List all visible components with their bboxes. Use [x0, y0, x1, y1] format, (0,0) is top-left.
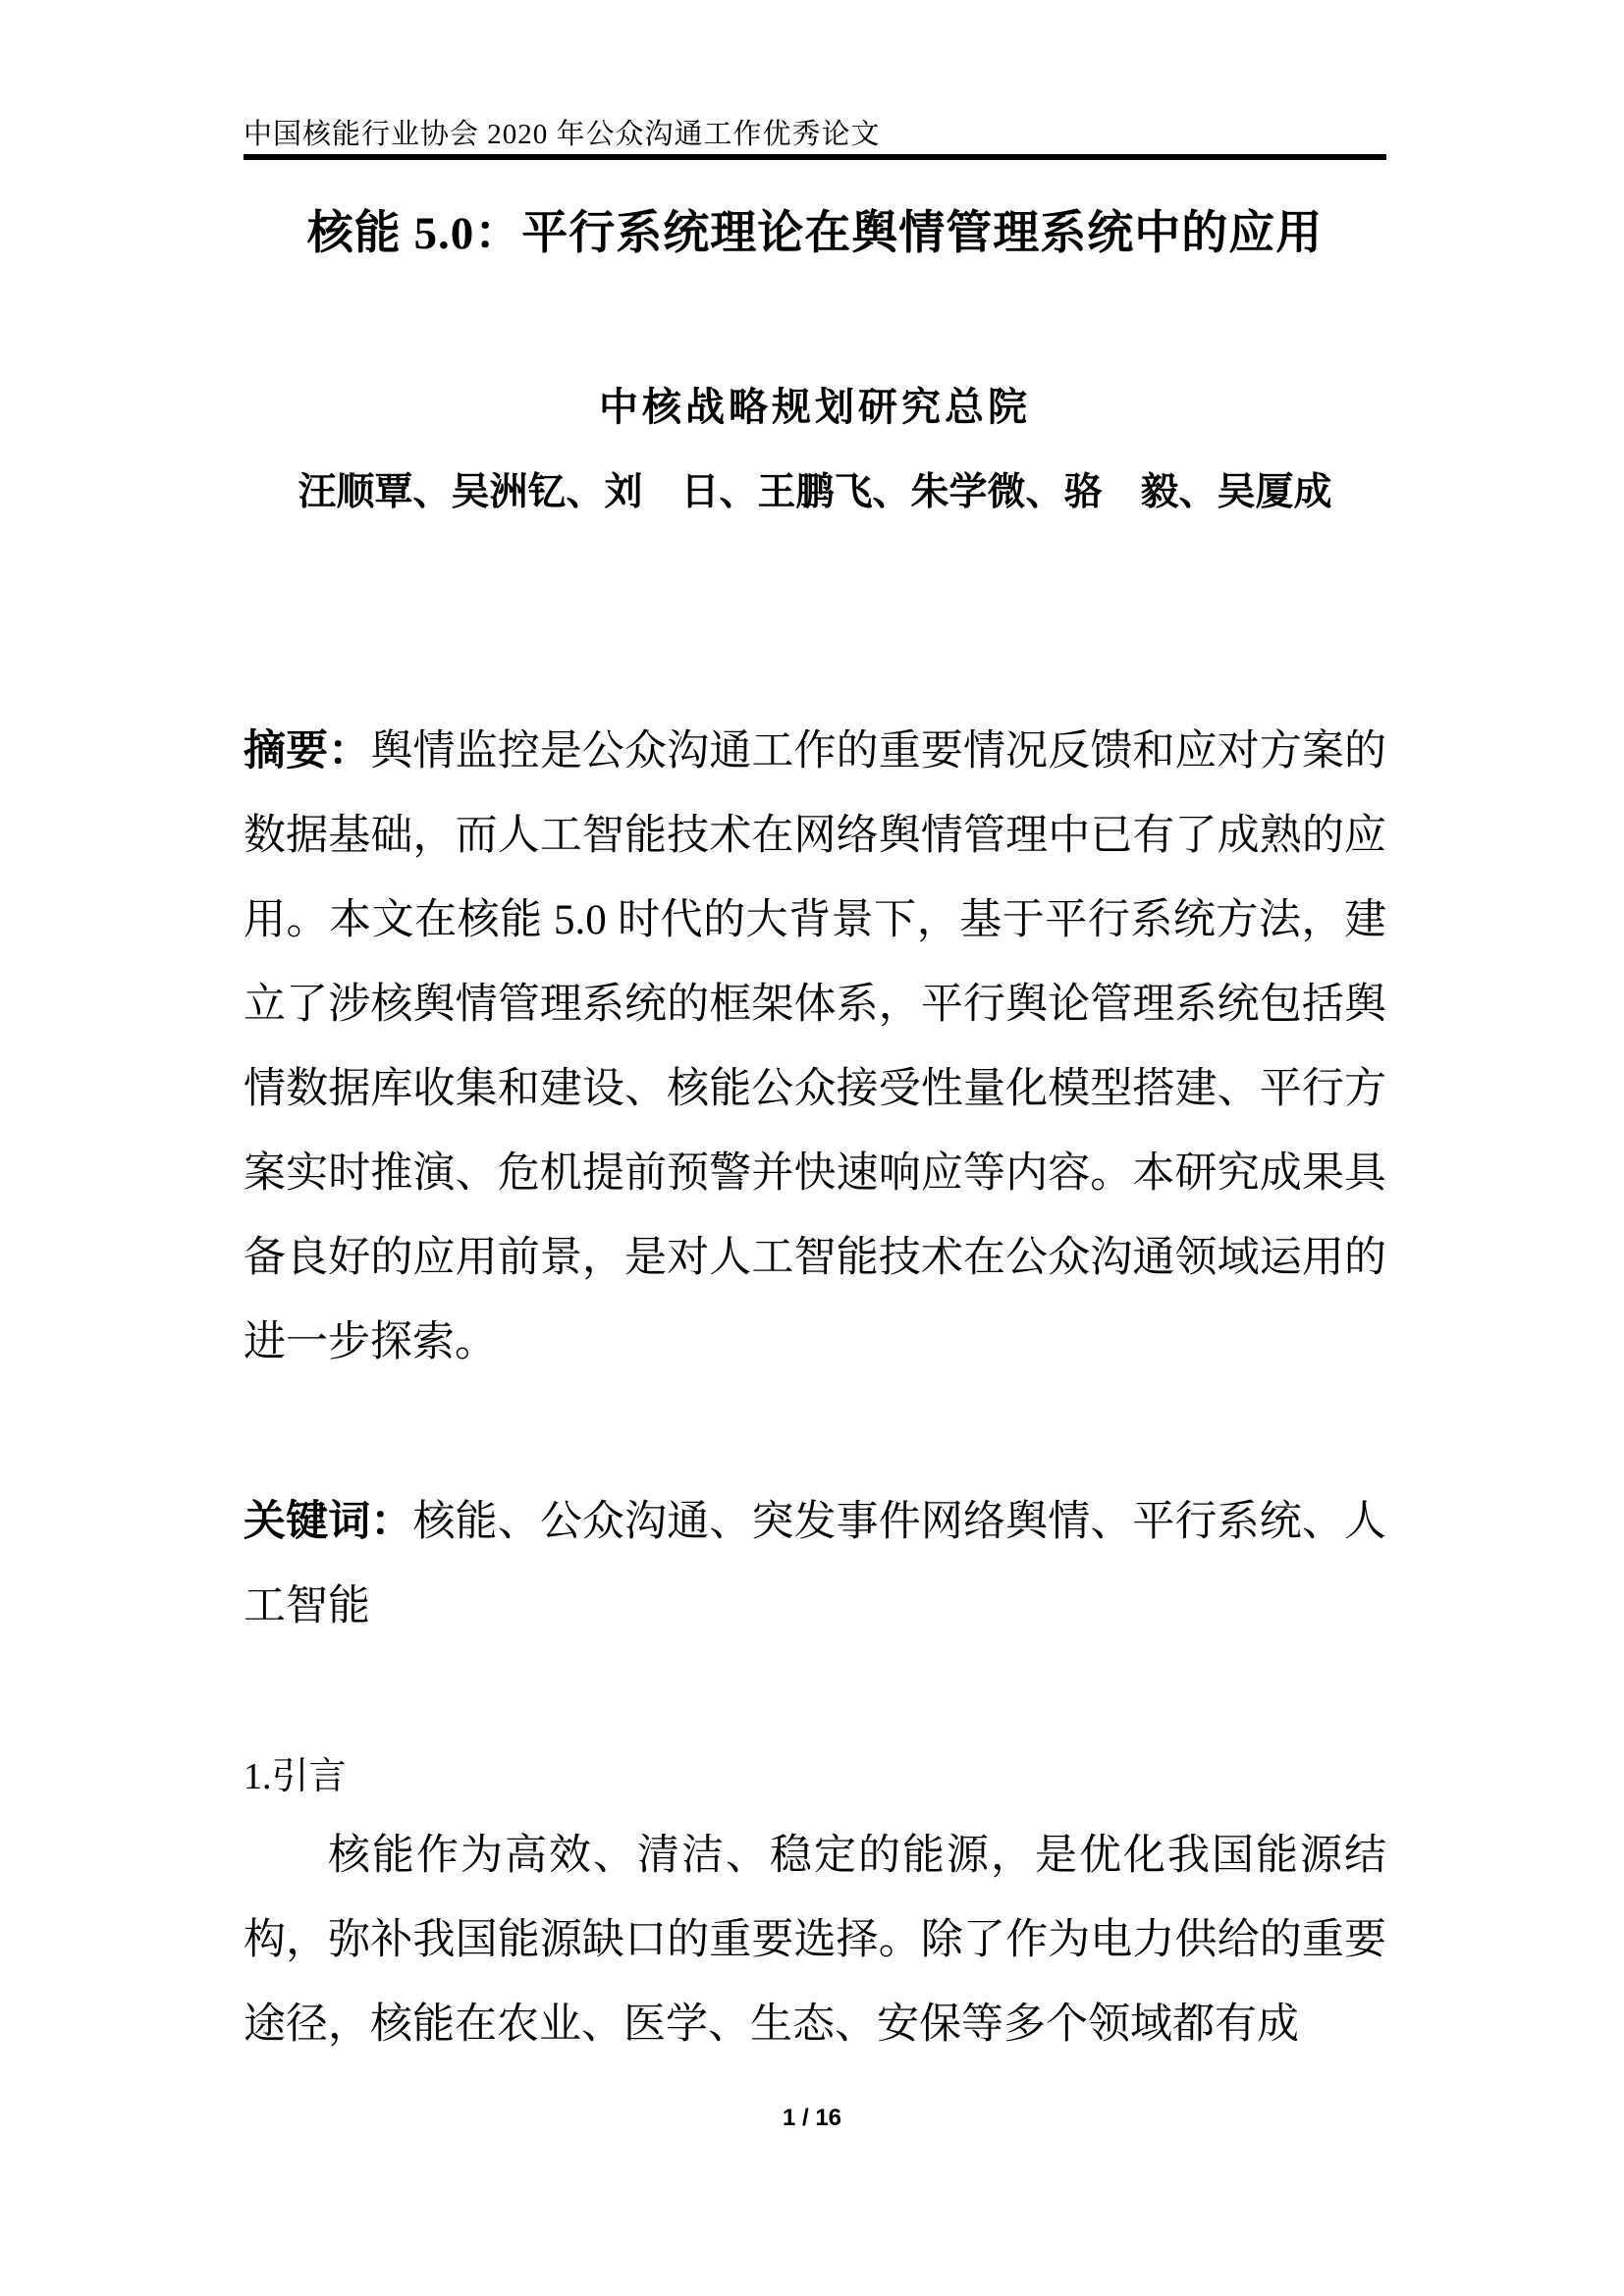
- abstract-label: 摘要：: [244, 728, 371, 774]
- authors-line: 汪顺覃、吴洲钇、刘 日、王鹏飞、朱学微、骆 毅、吴厦成: [298, 471, 1332, 513]
- running-header: 中国核能行业协会 2020 年公众沟通工作优秀论文: [244, 119, 881, 150]
- keywords-text: 核能、公众沟通、突发事件网络舆情、平行系统、人工智能: [244, 1499, 1387, 1629]
- abstract-text: 舆情监控是公众沟通工作的重要情况反馈和应对方案的数据基础，而人工智能技术在网络舆情管理中已有了成熟的应用。本文在核能 5.0 时代的大背景下，基于平行系统方法，建立了涉核舆情管理系统的框架体系，平行舆论管理系统包括舆情数据库收集和建设、核能公众接受性量化模型搭建、平行方案实时推演、危机提前预警并快速响应等内容。本研究成果具备良好的应用前景，是对人工智能技术在公众沟通领域运用的进一步探索。: [244, 728, 1387, 1365]
- header-rule: [244, 154, 1386, 160]
- keywords-label: 关键词：: [244, 1499, 413, 1545]
- section-heading-introduction: 1.引言: [244, 1756, 347, 1797]
- introduction-paragraph: 核能作为高效、清洁、稳定的能源，是优化我国能源结构，弥补我国能源缺口的重要选择。除了作为电力供给的重要途径，核能在农业、医学、生态、安保等多个领域都有成: [244, 1833, 1386, 2048]
- institution-line: 中核战略规划研究总院: [599, 385, 1031, 429]
- page-number: 1 / 16: [782, 2105, 842, 2131]
- abstract-paragraph: [244, 710, 1386, 1385]
- keywords-paragraph: [244, 1480, 1386, 1649]
- paper-title: 核能 5.0：平行系统理论在舆情管理系统中的应用: [306, 208, 1324, 259]
